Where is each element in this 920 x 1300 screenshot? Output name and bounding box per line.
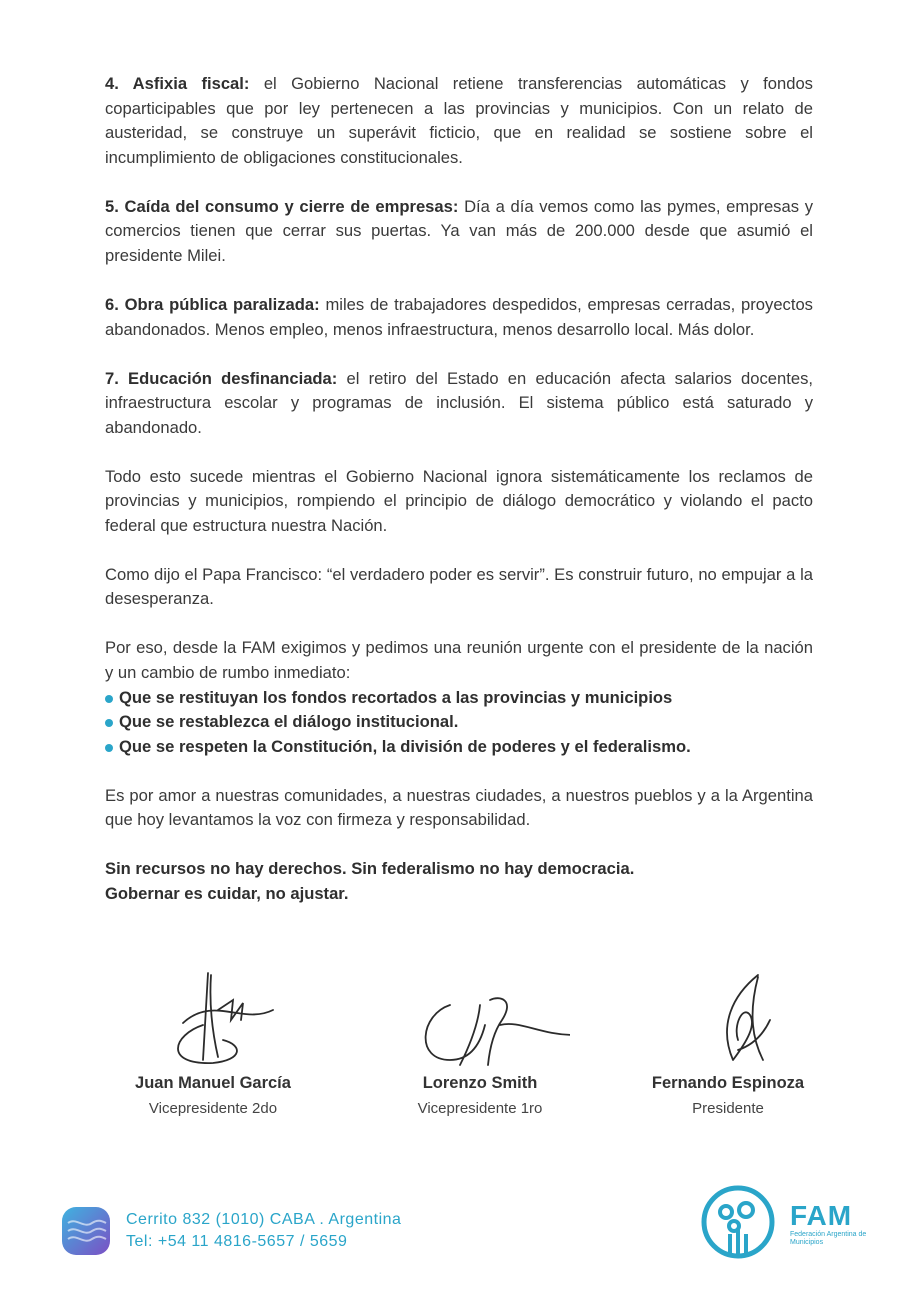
list-item	[105, 735, 813, 760]
wave-logo-icon	[60, 1205, 112, 1257]
paragraph: Por eso, desde la FAM exigimos y pedimos una reunión urgente con el presidente de la nación y un cambio de rumbo inmediato:	[105, 638, 813, 683]
bullet-icon	[105, 744, 113, 752]
handwritten-signature	[638, 965, 818, 1070]
closing-line: Sin recursos no hay derechos. Sin federalismo no hay democracia.	[105, 859, 635, 879]
point-7	[105, 367, 813, 441]
demands-list	[105, 686, 813, 760]
list-item	[105, 686, 813, 711]
point-title: 4. Asfixia fiscal:	[105, 74, 250, 93]
fam-wordmark	[790, 1201, 870, 1247]
demand-text: Que se respeten la Constitución, la división de poderes y el federalismo.	[119, 736, 691, 756]
tree-icon	[696, 1182, 780, 1266]
point-5	[105, 195, 813, 269]
point-title: 5. Caída del consumo y cierre de empresas:	[105, 196, 459, 216]
bullet-icon	[105, 695, 113, 703]
point-text: el retiro del Estado en educación afecta salarios docentes, infraestructura escolar y programas de inclusión. El sistema público está saturado y abandonado.	[105, 368, 813, 437]
point-text: miles de trabajadores despedidos, empresas cerradas, proyectos abandonados. Menos empleo, menos infraestructura, menos desarrollo local. Más dolor.	[105, 294, 813, 339]
signer-name: Fernando Espinoza	[651, 1074, 805, 1092]
demand-text: Que se restablezca el diálogo institucional.	[119, 712, 459, 732]
paragraph: Como dijo el Papa Francisco: “el verdadero poder es servir”. Es construir futuro, no empujar a la desesperanza.	[105, 564, 813, 609]
handwritten-signature	[123, 965, 303, 1070]
signature-block	[608, 965, 848, 1117]
list-item	[105, 710, 813, 735]
demand-text: Que se restituyan los fondos recortados a las provincias y municipios	[119, 687, 673, 707]
fam-subtitle: Federación Argentina de Municipios	[790, 1231, 867, 1246]
signer-role: Vicepresidente 2do	[148, 1100, 278, 1117]
footer	[60, 1205, 401, 1257]
address-text: Cerrito 832 (1010) CABA . Argentina	[126, 1211, 402, 1228]
point-text: Día a día vemos como las pymes, empresas y comercios tienen que cerrar sus puertas. Ya van más de 200.000 desde que asumió el presidente Milei.	[105, 196, 813, 265]
bullet-icon	[105, 719, 113, 727]
signer-name: Lorenzo Smith	[422, 1074, 538, 1092]
point-6	[105, 293, 813, 342]
point-title: 7. Educación desfinanciada:	[105, 368, 338, 388]
signature-block	[93, 965, 333, 1117]
point-text: el Gobierno Nacional retiene transferencias automáticas y fondos coparticipables que por ley pertenecen a las provincias y municipios. Con un relato de austeridad, se construye un superávit ficticio, que en realidad se sostiene sobre el incumplimiento de obligaciones constitucionales.	[105, 74, 813, 167]
signer-role: Presidente	[692, 1100, 764, 1117]
signer-name: Juan Manuel García	[135, 1074, 291, 1092]
signature-block	[360, 965, 600, 1117]
contact-info	[126, 1209, 401, 1253]
fam-name: FAM	[790, 1200, 853, 1231]
paragraph: Todo esto sucede mientras el Gobierno Nacional ignora sistemáticamente los reclamos de provincias y municipios, rompiendo el principio de diálogo democrático y violando el pacto federal que estructura nuestra Nación.	[105, 466, 813, 535]
phone-text: Tel: +54 11 4816-5657 / 5659	[126, 1233, 348, 1250]
point-4	[105, 72, 813, 170]
signer-role: Vicepresidente 1ro	[417, 1100, 543, 1117]
document-body	[105, 72, 813, 907]
paragraph: Es por amor a nuestras comunidades, a nuestras ciudades, a nuestros pueblos y a la Argentina que hoy levantamos la voz con firmeza y responsabilidad.	[105, 785, 813, 830]
handwritten-signature	[390, 965, 570, 1070]
closing-line: Gobernar es cuidar, no ajustar.	[105, 883, 349, 903]
fam-logo	[696, 1182, 870, 1266]
point-title: 6. Obra pública paralizada:	[105, 294, 320, 314]
